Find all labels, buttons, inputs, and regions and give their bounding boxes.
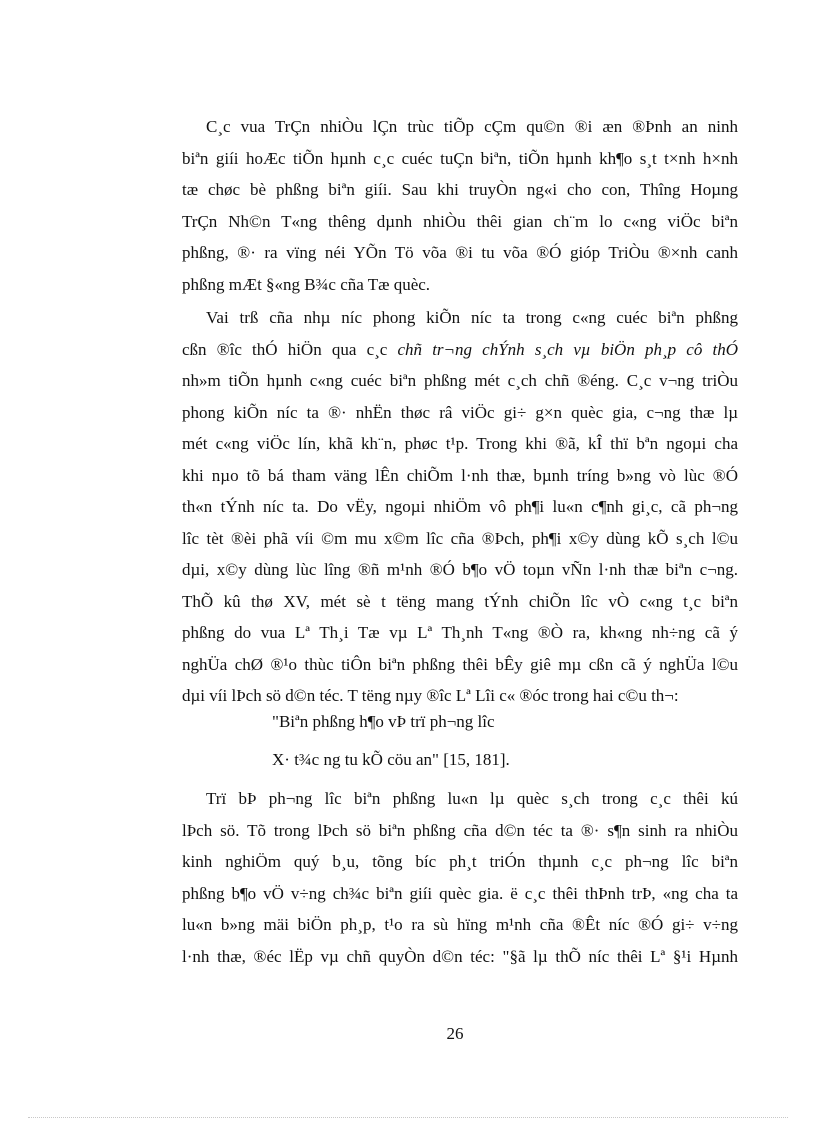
text-line: phßng do vua Lª Th¸i Tæ vµ Lª Th¸nh T«ng ®Ò ra, kh«ng nh÷ng cã ý bbox=[182, 623, 738, 642]
text-line: phßng mÆt §«ng B¾c cña Tæ quèc. bbox=[182, 274, 431, 294]
paragraph-1 bbox=[182, 111, 738, 300]
text-line: lîc tèt ®èi phã víi ©m mu x©m lîc cña ®Þch, ph¶i x©y dùng kÕ s¸ch l©u bbox=[182, 528, 738, 548]
text-line: ThÕ kû thø XV, mét sè t tëng mang tÝnh chiÕn lîc vÒ c«ng t¸c biªn bbox=[182, 591, 738, 611]
text-line: khi nµo tõ bá tham väng lÊn chiÕm l·nh thæ, bµnh tríng b»ng vò lùc ®Ó bbox=[182, 465, 738, 485]
text-line: Trï bÞ ph¬ng lîc biªn phßng lu«n lµ quèc s¸ch trong c¸c thêi kú bbox=[206, 789, 738, 808]
italic-text-segment: chñ tr¬ng chÝnh s¸ch vµ biÖn ph¸p cô thÓ bbox=[397, 339, 738, 359]
text-line: th«n tÝnh níc ta. Do vËy, ngoµi nhiÖm vô ph¶i lu«n c¶nh gi¸c, cã ph¬ng bbox=[182, 497, 738, 516]
text-line: lÞch sö. Tõ trong lÞch sö biªn phßng cña d©n téc ta ®· s¶n sinh ra nhiÒu bbox=[182, 820, 738, 840]
text-line: C¸c vua TrÇn nhiÒu lÇn trùc tiÕp cÇm qu©n ®i æn ®Þnh an ninh bbox=[206, 117, 738, 136]
quote-line: "Biªn phßng h¶o vÞ trï ph¬ng lîc bbox=[272, 712, 495, 731]
text-line: nghÜa chØ ®¹o thùc tiÔn biªn phßng thêi bÊy giê mµ cßn cã ý nghÜa l©u bbox=[182, 654, 738, 674]
text-line: phßng b¶o vÖ v÷ng ch¾c biªn giíi quèc gia. ë c¸c thêi thÞnh trÞ, «ng cha ta bbox=[182, 883, 738, 903]
text-line: dµi, x©y dùng lùc lîng ®ñ m¹nh ®Ó b¶o vÖ toµn vÑn l·nh thæ biªn c¬ng. bbox=[182, 560, 738, 579]
paragraph-3 bbox=[182, 783, 738, 972]
text-line-mixed bbox=[182, 334, 738, 366]
text-line: l·nh thæ, ®éc lËp vµ chñ quyÒn d©n téc: "§ã lµ thÕ níc thêi Lª §¹i Hµnh bbox=[182, 946, 738, 966]
text-line: phßng, ®· ra vïng néi YÕn Tö võa ®i tu võa ®Ó gióp TriÒu ®×nh canh bbox=[182, 243, 738, 262]
text-line: dµi víi lÞch sö d©n téc. T tëng nµy ®îc Lª Lîi c« ®óc trong hai c©u th¬: bbox=[182, 686, 679, 705]
text-line: Vai trß cña nhµ níc phong kiÕn níc ta trong c«ng cuéc biªn phßng bbox=[206, 308, 738, 327]
text-line: kinh nghiÖm quý b¸u, tõng bíc ph¸t triÓn thµnh c¸c ph¬ng lîc biªn bbox=[182, 852, 738, 871]
text-line: TrÇn Nh©n T«ng thêng dµnh nhiÒu thêi gian ch¨m lo c«ng viÖc biªn bbox=[182, 211, 738, 231]
page-number: 26 bbox=[446, 1024, 464, 1043]
text-line: biªn giíi hoÆc tiÕn hµnh c¸c cuéc tuÇn biªn, tiÕn hµnh kh¶o s¸t t×nh h×nh bbox=[182, 148, 738, 168]
text-line: phong kiÕn níc ta ®· nhËn thøc râ viÖc gi÷ g×n quèc gia, c¬ng thæ lµ bbox=[182, 402, 738, 422]
footer-divider bbox=[28, 1117, 788, 1118]
text-line: lu«n b»ng mäi biÖn ph¸p, t¹o ra sù hïng m¹nh cña ®Êt níc ®Ó gi÷ v÷ng bbox=[182, 915, 738, 934]
text-line: nh»m tiÕn hµnh c«ng cuéc biªn phßng mét c¸ch chñ ®éng. C¸c v¬ng triÒu bbox=[182, 371, 738, 390]
text-line: mét c«ng viÖc lín, khã kh¨n, phøc t¹p. Trong khi ®ã, kÎ thï bªn ngoµi cha bbox=[182, 434, 738, 453]
quote-line: X· t¾c ng tu kÕ cöu an" [15, 181]. bbox=[272, 750, 510, 769]
text-segment: cßn ®îc thÓ hiÖn qua c¸c bbox=[182, 339, 388, 359]
text-line: tæ chøc bè phßng biªn giíi. Sau khi truyÒn ng«i cho con, Thîng Hoµng bbox=[182, 180, 738, 199]
paragraph-2 bbox=[182, 302, 738, 712]
